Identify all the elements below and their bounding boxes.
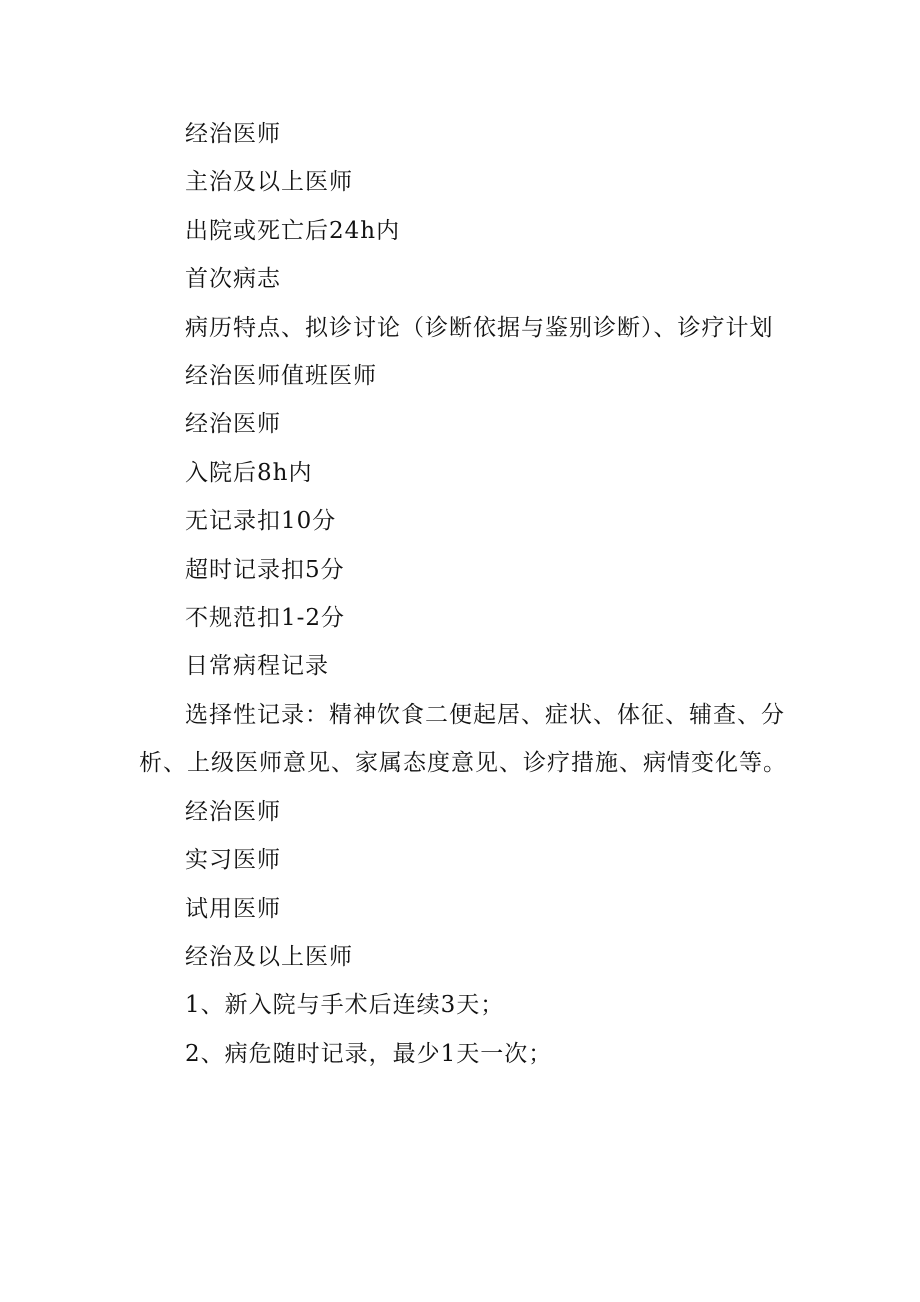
paragraph-attending-oncall-physician: 经治医师值班医师 — [185, 363, 377, 390]
paragraph-attending-and-above: 经治及以上医师 — [185, 943, 353, 970]
paragraph-intern-physician: 实习医师 — [185, 847, 281, 874]
paragraph-rule-2: 2、病危随时记录，最少1天一次； — [185, 1040, 553, 1067]
paragraph-attending-physician-3: 经治医师 — [185, 798, 281, 825]
paragraph-irregular-penalty: 不规范扣1-2分 — [185, 605, 346, 632]
paragraph-chief-physician: 主治及以上医师 — [185, 169, 353, 196]
paragraph-first-record-contents: 病历特点、拟诊讨论（诊断依据与鉴别诊断）、诊疗计划 — [185, 314, 774, 341]
paragraph-admission-deadline: 入院后8h内 — [185, 459, 313, 486]
paragraph-rule-1: 1、新入院与手术后连续3天； — [185, 992, 505, 1019]
paragraph-late-record-penalty: 超时记录扣5分 — [185, 556, 345, 583]
paragraph-daily-progress-record: 日常病程记录 — [185, 653, 329, 680]
paragraph-no-record-penalty: 无记录扣10分 — [185, 508, 337, 535]
paragraph-discharge-deadline: 出院或死亡后24h内 — [185, 217, 401, 244]
paragraph-attending-physician-2: 经治医师 — [185, 411, 281, 438]
document-body — [139, 110, 789, 1078]
paragraph-attending-physician: 经治医师 — [185, 121, 281, 147]
paragraph-first-record: 首次病志 — [185, 266, 281, 293]
paragraph-optional-record-contents: 选择性记录：精神饮食二便起居、症状、体征、辅查、分析、上级医师意见、家属态度意见、诊疗措施、病情变化等。 — [139, 701, 787, 777]
paragraph-probation-physician: 试用医师 — [185, 895, 281, 922]
